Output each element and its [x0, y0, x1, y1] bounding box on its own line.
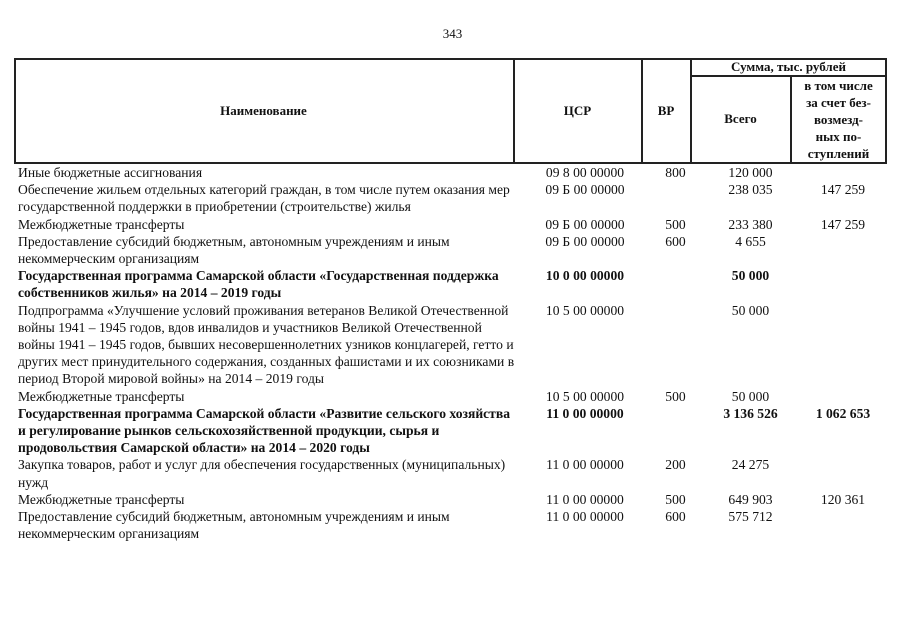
row-vr: 600: [665, 233, 686, 249]
row-name: Межбюджетные трансферты: [18, 216, 185, 232]
row-vr: [649, 405, 702, 457]
row-name: Межбюджетные трансферты: [18, 491, 185, 507]
row-total: 50 000: [731, 302, 770, 318]
row-csr: 09 Б 00 00000: [545, 182, 625, 198]
row-total: 24 275: [731, 457, 770, 473]
row-free: 120 361: [820, 491, 866, 507]
row-csr: 10 5 00 00000: [545, 388, 625, 404]
row-free: [799, 302, 887, 388]
header-total: Всего: [724, 111, 757, 126]
row-total: 3 136 526: [723, 405, 778, 421]
row-vr: 600: [665, 509, 686, 525]
header-free-receipts: в том числе за счет без- возмезд- ных по- ступлений: [804, 77, 873, 161]
row-vr: [649, 302, 702, 388]
row-total: 50 000: [731, 388, 770, 404]
row-csr: 10 0 00 00000: [545, 268, 625, 284]
table-row: [14, 164, 887, 181]
row-csr: 10 5 00 00000: [545, 302, 625, 318]
row-name: Обеспечение жильем отдельных категорий граждан, в том числе путем оказания мер государственной поддержки в приобретении (строительстве) жилья: [18, 182, 510, 215]
row-csr: 11 0 00 00000: [546, 405, 624, 421]
table-row: [14, 508, 887, 542]
row-vr: [649, 181, 702, 215]
table-row: [14, 216, 887, 233]
table-row: [14, 302, 887, 388]
row-name: Государственная программа Самарской области «Государственная поддержка собственников жилья» на 2014 – 2019 годы: [18, 268, 499, 301]
row-name: Государственная программа Самарской области «Развитие сельского хозяйства и регулирование рынков сельскохозяйственной продукции, сырья и продовольствия Самарской области» на 2014 – 2020 годы: [18, 405, 511, 456]
row-vr: 500: [665, 388, 686, 404]
header-csr: ЦСР: [563, 103, 592, 118]
row-free: [799, 233, 887, 267]
row-total: 233 380: [728, 216, 773, 232]
row-name: Иные бюджетные ассигнования: [18, 165, 203, 180]
table-body: [14, 164, 887, 542]
table-row: [14, 456, 887, 490]
table-row: [14, 233, 887, 267]
row-free: 1 062 653: [815, 405, 871, 421]
row-total: 120 000: [728, 165, 773, 180]
row-name: Предоставление субсидий бюджетным, автономным учреждениям и иным некоммерческим организациям: [18, 509, 450, 542]
row-total: 238 035: [728, 182, 773, 198]
row-free: [799, 164, 887, 181]
row-total: 649 903: [728, 491, 773, 507]
row-free: [799, 388, 887, 405]
page-number: 343: [442, 26, 463, 41]
row-free: [799, 508, 887, 542]
row-csr: 11 0 00 00000: [546, 457, 624, 473]
table-header: [14, 58, 887, 164]
row-csr: 11 0 00 00000: [546, 509, 624, 525]
row-free: [799, 456, 887, 490]
row-vr: 500: [665, 491, 686, 507]
table-row: [14, 388, 887, 405]
table-row-program: [14, 267, 887, 301]
row-total: 50 000: [731, 268, 770, 284]
table-row: [14, 181, 887, 215]
header-vr: ВР: [657, 103, 675, 118]
row-csr: 09 Б 00 00000: [545, 216, 625, 232]
table-row-program: [14, 405, 887, 457]
row-name: Предоставление субсидий бюджетным, автономным учреждениям и иным некоммерческим организациям: [18, 233, 450, 267]
row-name: Подпрограмма «Улучшение условий проживания ветеранов Великой Отечественной войны 1941 – 1945 годов, вдов инвалидов и участников Великой Отечественной войны 1941 – 1945 годов, бывших несовершеннолетних узников концлагерей, гетто и других мест принудительного содержания, созданных фашистами и их союзниками в период Второй мировой войны» на 2014 – 2019 годы: [18, 302, 515, 387]
table-row: [14, 491, 887, 508]
row-free: 147 259: [820, 182, 866, 198]
row-free: [799, 267, 887, 301]
row-csr: 09 8 00 00000: [545, 165, 625, 180]
row-name: Межбюджетные трансферты: [18, 388, 185, 404]
row-total: 575 712: [728, 509, 773, 525]
row-total: 4 655: [735, 233, 766, 249]
row-name: Закупка товаров, работ и услуг для обеспечения государственных (муниципальных) нужд: [18, 457, 506, 490]
row-vr: 800: [665, 165, 686, 180]
row-csr: 11 0 00 00000: [546, 491, 624, 507]
row-free: 147 259: [820, 216, 866, 232]
row-vr: [649, 267, 702, 301]
row-vr: 200: [665, 457, 686, 473]
header-sum-title: Сумма, тыс. рублей: [731, 58, 846, 74]
header-name: Наименование: [220, 103, 307, 118]
row-vr: 500: [665, 216, 686, 232]
row-csr: 09 Б 00 00000: [545, 233, 625, 249]
